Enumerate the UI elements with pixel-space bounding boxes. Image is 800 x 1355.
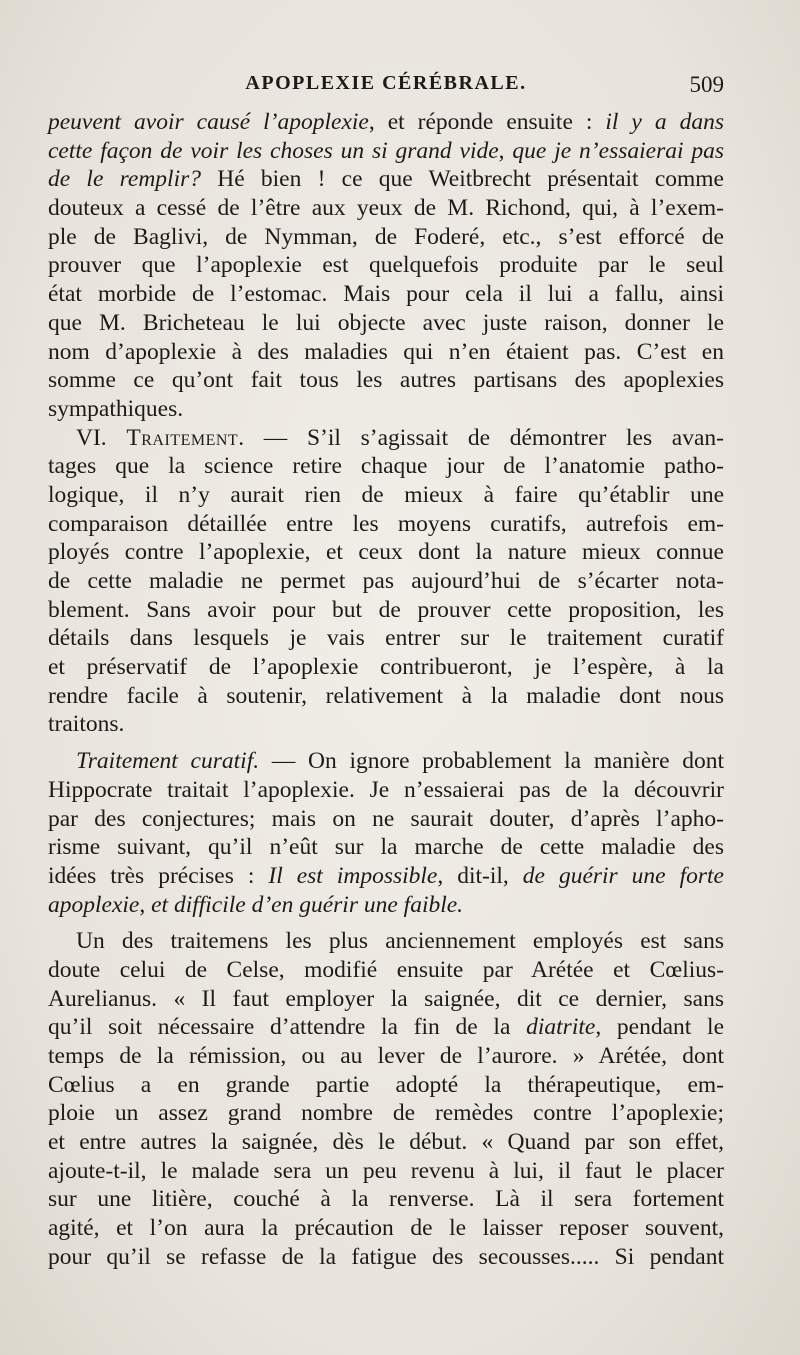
text-line: idées très précises : Il est impossible, dit-il, de guérir une forte (48, 862, 724, 889)
text-line: apoplexie, et difficile d’en guérir une faible. (48, 891, 464, 918)
text-line: comparaison détaillée entre les moyens curatifs, autrefois em- (48, 510, 724, 537)
text-line: Cœlius a en grande partie adopté la thérapeutique, em- (48, 1071, 724, 1098)
text-line: nom d’apoplexie à des maladies qui n’en étaient pas. C’est en (48, 338, 724, 365)
text-line: Un des traitemens les plus anciennement employés est sans (76, 928, 724, 955)
section-title: Traitement (126, 424, 239, 451)
text-line: prouver que l’apoplexie est quelquefois produite par le seul (48, 252, 724, 279)
text-line: risme suivant, qu’il n’eût sur la marche de cette maladie des (48, 834, 724, 861)
page-number: 509 (689, 72, 724, 97)
text-line: état morbide de l’estomac. Mais pour cela il lui a fallu, ainsi (48, 281, 724, 308)
text-line: temps de la rémission, ou au lever de l’aurore. » Arétée, dont (48, 1043, 724, 1069)
text-line: par des conjectures; mais on ne saurait douter, d’après l’apho- (48, 805, 724, 832)
text-line: Aurelianus. « Il faut employer la saignée, dit ce dernier, sans (48, 985, 724, 1012)
text-line: sympathiques. (48, 395, 184, 422)
text-line: de le remplir? Hé bien ! ce que Weitbrecht présentait comme (48, 166, 724, 193)
text-line: logique, il n’y aurait rien de mieux à faire qu’établir une (48, 481, 724, 508)
subsection-heading-line: Traitement curatif. — On ignore probablement la manière dont (76, 748, 724, 775)
subsection-title: Traitement curatif. (76, 748, 260, 775)
text-line: Hippocrate traitait l’apoplexie. Je n’essaierai pas de la découvrir (48, 776, 724, 803)
text-line: ajoute-t-il, le malade sera un peu revenu à lui, il faut le placer (48, 1157, 724, 1184)
running-title: APOPLEXIE CÉRÉBRALE. (245, 72, 527, 94)
text-line: blement. Sans avoir pour but de prouver cette proposition, les (48, 596, 724, 623)
text-line: tages que la science retire chaque jour de l’anatomie patho- (48, 453, 724, 480)
text-line: ploie un assez grand nombre de remèdes contre l’apoplexie; (48, 1100, 724, 1127)
text-line: traitons. (48, 711, 125, 738)
section-heading-line: VI. Traitement. — S’il s’agissait de démontrer les avan- (76, 424, 724, 451)
text-line: ployés contre l’apoplexie, et ceux dont la nature mieux connue (48, 539, 724, 566)
text-line: doute celui de Celse, modifié ensuite par Arétée et Cœlius- (48, 956, 724, 983)
text-line: peuvent avoir causé l’apoplexie, et réponde ensuite : il y a dans (48, 109, 724, 135)
text-line: sur une litière, couché à la renverse. Là il sera fortement (48, 1186, 724, 1213)
text-line: que M. Bricheteau le lui objecte avec juste raison, donner le (48, 309, 724, 336)
text-line: de cette maladie ne permet pas aujourd’hui de s’écarter nota- (48, 568, 724, 594)
text-line: pour qu’il se refasse de la fatigue des secousses..... Si pendant (48, 1243, 724, 1270)
text-line: rendre facile à soutenir, relativement à la maladie dont nous (48, 682, 724, 709)
text-line: et préservatif de l’apoplexie contribueront, je l’espère, à la (48, 654, 724, 681)
page-header (48, 72, 724, 106)
body-text (48, 108, 724, 1272)
text-line: détails dans lesquels je vais entrer sur le traitement curatif (48, 625, 724, 652)
text-line: agité, et l’on aura la précaution de le laisser reposer souvent, (48, 1215, 724, 1242)
text-line: et entre autres la saignée, dès le début. « Quand par son effet, (48, 1129, 724, 1156)
text-line: ple de Baglivi, de Nymman, de Foderé, etc., s’est efforcé de (48, 223, 724, 250)
text-line: somme ce qu’ont fait tous les autres partisans des apoplexies (48, 367, 724, 394)
text-line: douteux a cessé de l’être aux yeux de M. Richond, qui, à l’exem- (48, 195, 724, 222)
text-line: cette façon de voir les choses un si grand vide, que je n’essaierai pas (48, 137, 725, 164)
text-line: qu’il soit nécessaire d’attendre la fin de la diatrite, pendant le (48, 1014, 724, 1041)
